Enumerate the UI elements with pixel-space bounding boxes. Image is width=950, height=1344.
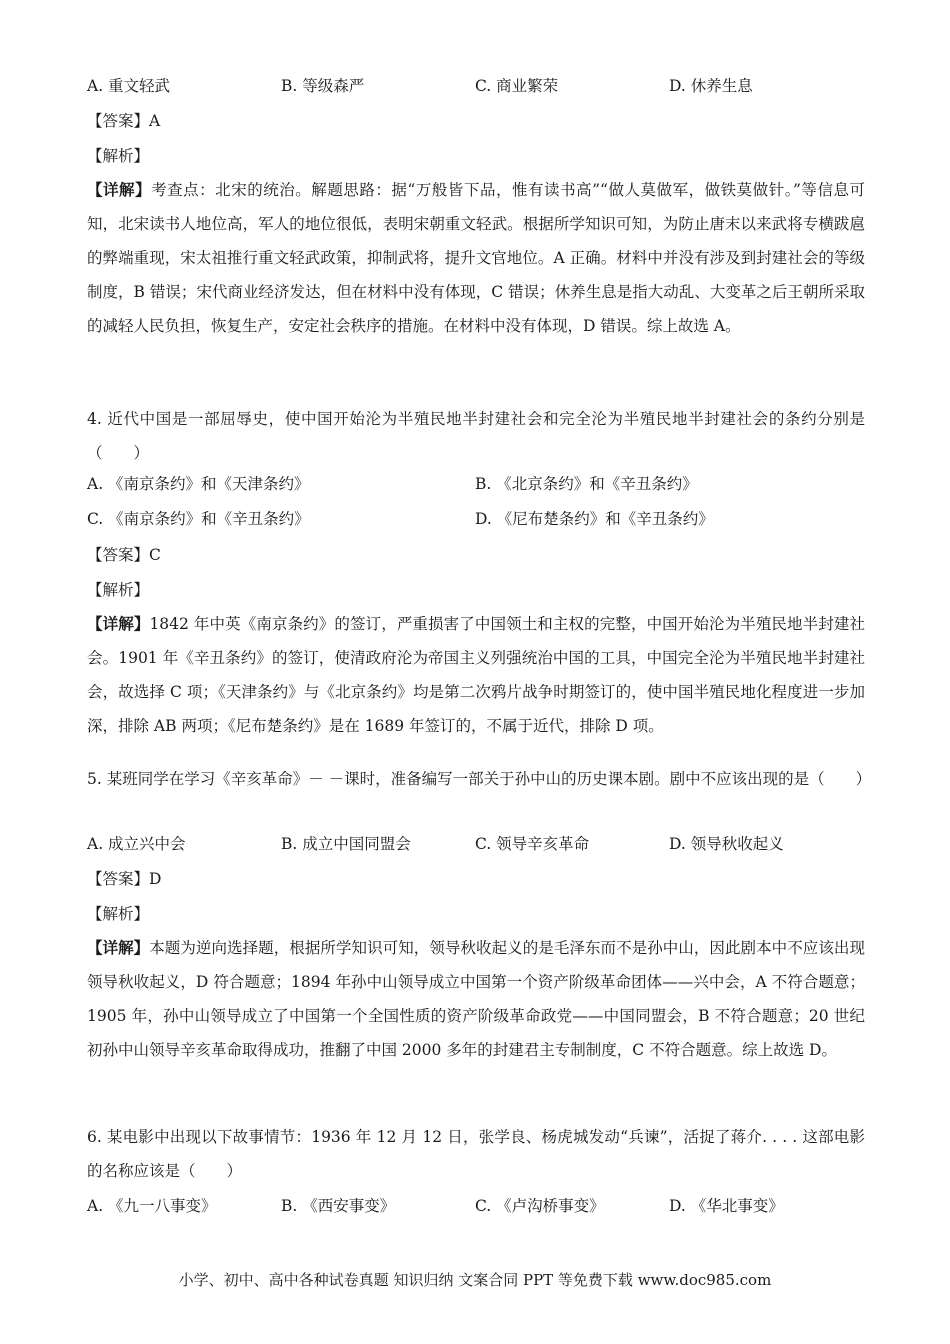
q5-analysis-label: 【解析】: [87, 905, 150, 923]
q4-question: 4. 近代中国是一部屈辱史，使中国开始沦为半殖民地半封建社会和完全沦为半殖民地半封建社会的条约分别是（ ）: [87, 410, 865, 462]
q3-analysis-label: 【解析】: [87, 147, 150, 165]
q5-question: 5. 某班同学在学习《辛亥革命》－ －课时，准备编写一部关于孙中山的历史课本剧。剧中不应该出现的是（ ）: [87, 770, 872, 788]
q3-option-d: D. 休养生息: [669, 77, 753, 95]
q6-option-b: B. 《西安事变》: [281, 1197, 396, 1215]
q3-option-b: B. 等级森严: [281, 77, 365, 95]
q5-detail: 【详解】本题为逆向选择题，根据所学知识可知，领导秋收起义的是毛泽东而不是孙中山，因此剧本中不应该出现领导秋收起义，D 符合题意；1894 年孙中山领导成立中国第一个资产阶级革命团体——兴中会，A 不符合题意；1905 年，孙中山领导成立了中国第一个全国性质的资产阶级革命政党——中国同盟会，B 不符合题意；20 世纪初孙中山领导辛亥革命取得成功，推翻了中国 2000 多年的封建君主专制制度，C 不符合题意。综上故选 D。: [87, 938, 865, 1059]
q3-option-a: A. 重文轻武: [87, 77, 171, 95]
q6-option-d: D. 《华北事变》: [669, 1197, 784, 1215]
q4-analysis-label: 【解析】: [87, 581, 150, 599]
q5-answer: 【答案】D: [87, 870, 162, 888]
q5-option-a: A. 成立兴中会: [87, 835, 186, 853]
q4-option-c: C. 《南京条约》和《辛丑条约》: [87, 510, 310, 528]
q5-option-d: D. 领导秋收起义: [669, 835, 784, 853]
q3-detail: 【详解】考查点：北宋的统治。解题思路：据“万般皆下品，惟有读书高”“做人莫做军，做铁莫做针。”等信息可知，北宋读书人地位高，军人的地位很低，表明宋朝重文轻武。根据所学知识可知，为防止唐末以来武将专横跋扈的弊端重现，宋太祖推行重文轻武政策，抑制武将，提升文官地位。A 正确。材料中并没有涉及到封建社会的等级制度，B 错误；宋代商业经济发达，但在材料中没有体现，C 错误；休养生息是指大动乱、大变革之后王朝所采取的减轻人民负担，恢复生产，安定社会秩序的措施。在材料中没有体现，D 错误。综上故选 A。: [87, 180, 865, 335]
q4-option-b: B. 《北京条约》和《辛丑条约》: [475, 475, 698, 493]
q6-option-a: A. 《九一八事变》: [87, 1197, 217, 1215]
q5-option-c: C. 领导辛亥革命: [475, 835, 590, 853]
q4-options-row1: [87, 474, 867, 494]
q3-options: [87, 76, 867, 96]
q6-options: [87, 1196, 867, 1216]
page-footer: 小学、初中、高中各种试卷真题 知识归纳 文案合同 PPT 等免费下载 www.doc985.com: [178, 1271, 772, 1289]
q3-option-c: C. 商业繁荣: [475, 77, 559, 95]
q4-option-d: D. 《尼布楚条约》和《辛丑条约》: [475, 510, 714, 528]
q6-option-c: C. 《卢沟桥事变》: [475, 1197, 605, 1215]
q4-answer: 【答案】C: [87, 546, 161, 564]
q4-option-a: A. 《南京条约》和《天津条约》: [87, 475, 310, 493]
q5-option-b: B. 成立中国同盟会: [281, 835, 411, 853]
q6-question: 6. 某电影中出现以下故事情节：1936 年 12 月 12 日，张学良、杨虎城发动“兵谏”，活捉了蒋介. . . . 这部电影的名称应该是（ ）: [87, 1128, 865, 1180]
q4-options-row2: [87, 509, 867, 529]
q5-options: [87, 834, 867, 854]
q3-answer: 【答案】A: [87, 112, 161, 130]
q4-detail: 【详解】1842 年中英《南京条约》的签订，严重损害了中国领土和主权的完整，中国开始沦为半殖民地半封建社会。1901 年《辛丑条约》的签订，使清政府沦为帝国主义列强统治中国的工具，中国完全沦为半殖民地半封建社会，故选择 C 项；《天津条约》与《北京条约》均是第二次鸦片战争时期签订的，使中国半殖民地化程度进一步加深，排除 AB 两项；《尼布楚条约》是在 1689 年签订的，不属于近代，排除 D 项。: [87, 614, 865, 735]
